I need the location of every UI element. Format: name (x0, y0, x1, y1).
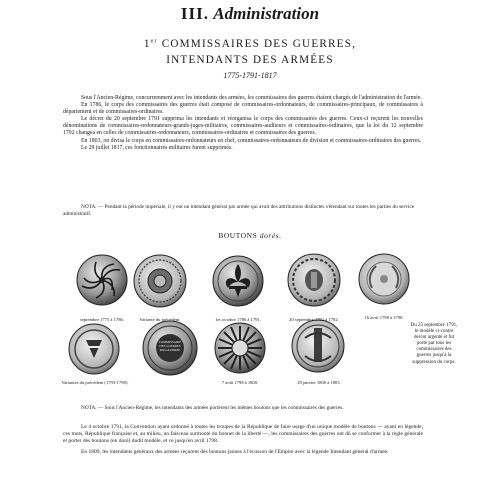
section-dates: 1775-1791-1817 (223, 71, 277, 80)
paragraph: Le 4 octobre 1791, la Convention ayant ordonné à toutes les troupes de la République de faire usage d'un unique modèle de boutons — ayant en légende, ces mots, République française et, au milieu, un faisceau surmonté du bonnet de la liberté —, les commissaires des guerres ont dû se conformer à la règle générale et porter des boutons (en doré) dudit modèle, et ce jusqu'en avril 1798. (63, 424, 423, 444)
paragraph: En 1809, les intendants généraux des armées reçurent des boutons jaunes à l'écusson de l'Empire avec la légende Intendant général d'armée. (81, 449, 389, 455)
coin-legend-line: COMMISSAIRE (158, 340, 182, 344)
caption-button-2: Variante du précédent. (139, 317, 181, 322)
caption-button-6: Variantes du précédent (1793-1798). (61, 380, 129, 385)
nota-ancien-regime (63, 405, 423, 412)
paragraph: Le décret du 20 septembre 1791 supprima les intendants et réorganisa le corps des commissaires des guerres. Ceux-ci reçurent les nouvelles dénominations de commissaires-ordonnateurs-grands-juges-militaires, commissaires-auditeurs et commissaires-ordinaires, que la loi du 12 septembre 1792 changea en celles de commissaires-ordonnateurs, commissaires-ordinaires et commissaires des guerres. (63, 116, 423, 137)
caption-button-5: 16 avril 1798 à 1798. (364, 315, 404, 320)
nota-text: NOTA. — Sous l'Ancien-Régime, les intendants des armées portèrent les mêmes boutons que les commissaires des guerres. (81, 405, 344, 411)
caption-button-8: 7 août 1798 à 1800. (221, 380, 259, 385)
button-fleur-de-lis (213, 256, 263, 306)
button-variant-1793 (69, 324, 119, 374)
paragraph: En 1803, on divisa le corps en commissaires-ordonnateurs en chef, commissaires-ordonnateurs de division et commissaires-ordinaires des guerres. (81, 137, 422, 144)
chapter-title: Administration (213, 4, 320, 23)
caption-button-4: 20 septembre 1791 à 1792. (289, 317, 339, 322)
coin-legend-line: MILLAUDREE (159, 348, 181, 352)
button-wreath-1798 (359, 254, 409, 304)
coin-legend-line: DES GUERRES (159, 344, 181, 348)
caption-button-9: 29 janvier 1800 à 1803. (297, 380, 341, 385)
heading-line1-text: COMMISSAIRES DES GUERRES, (161, 38, 357, 50)
paragraph: Le 29 juillet 1817, ces fonctionnaires militaires furent supprimés. (81, 144, 233, 151)
boutons-qualifier: dorés. (259, 231, 282, 240)
heading-sup: er (150, 38, 158, 45)
heading-number: 1 (143, 38, 151, 50)
button-rosette-variant (134, 255, 186, 307)
nota-text: NOTA. — Pendant la période impériale, il y eut un intendant général par armée qui avait des attributions distinctes s'étendant sur toutes les parties du service administratif. (63, 204, 415, 217)
closing-text (63, 424, 423, 456)
caption-button-3: 1er octobre 1786 à 1791. (215, 317, 261, 322)
section-heading-line1 (0, 38, 500, 50)
intro-text (63, 95, 423, 152)
button-fasces-1800 (292, 320, 344, 372)
button-wreath-1791 (288, 254, 340, 306)
side-note: Du 25 septembre 1791, le modèle ci-contre devint argenté et fut porté par tous les commissaires des guerres jusqu'à la suppression du corps. (410, 323, 458, 365)
page-header (0, 4, 500, 24)
button-swirl-1775 (77, 255, 127, 305)
nota-imperial (63, 204, 423, 217)
paragraph: Sous l'Ancien-Régime, concurremment avec les intendants des armées, les commissaires des guerres étaient chargés de l'administration de l'armée. (81, 95, 422, 101)
caption-button-1: septembre 1775 à 1786. (80, 317, 124, 322)
chapter-numeral: III. (180, 4, 210, 23)
section-heading-line2: INTENDANTS DES ARMÉES (166, 54, 334, 66)
boutons-heading (0, 231, 500, 240)
button-sunburst-1798 (215, 323, 265, 373)
coin-legend (152, 340, 188, 352)
boutons-label: BOUTONS (218, 231, 258, 240)
paragraph: En 1786, le corps des commissaires des guerres était composé de commissaires-ordonnateurs, de commissaires-principaux, de commissaires à département et de commissaires-ordinaires. (63, 102, 423, 116)
